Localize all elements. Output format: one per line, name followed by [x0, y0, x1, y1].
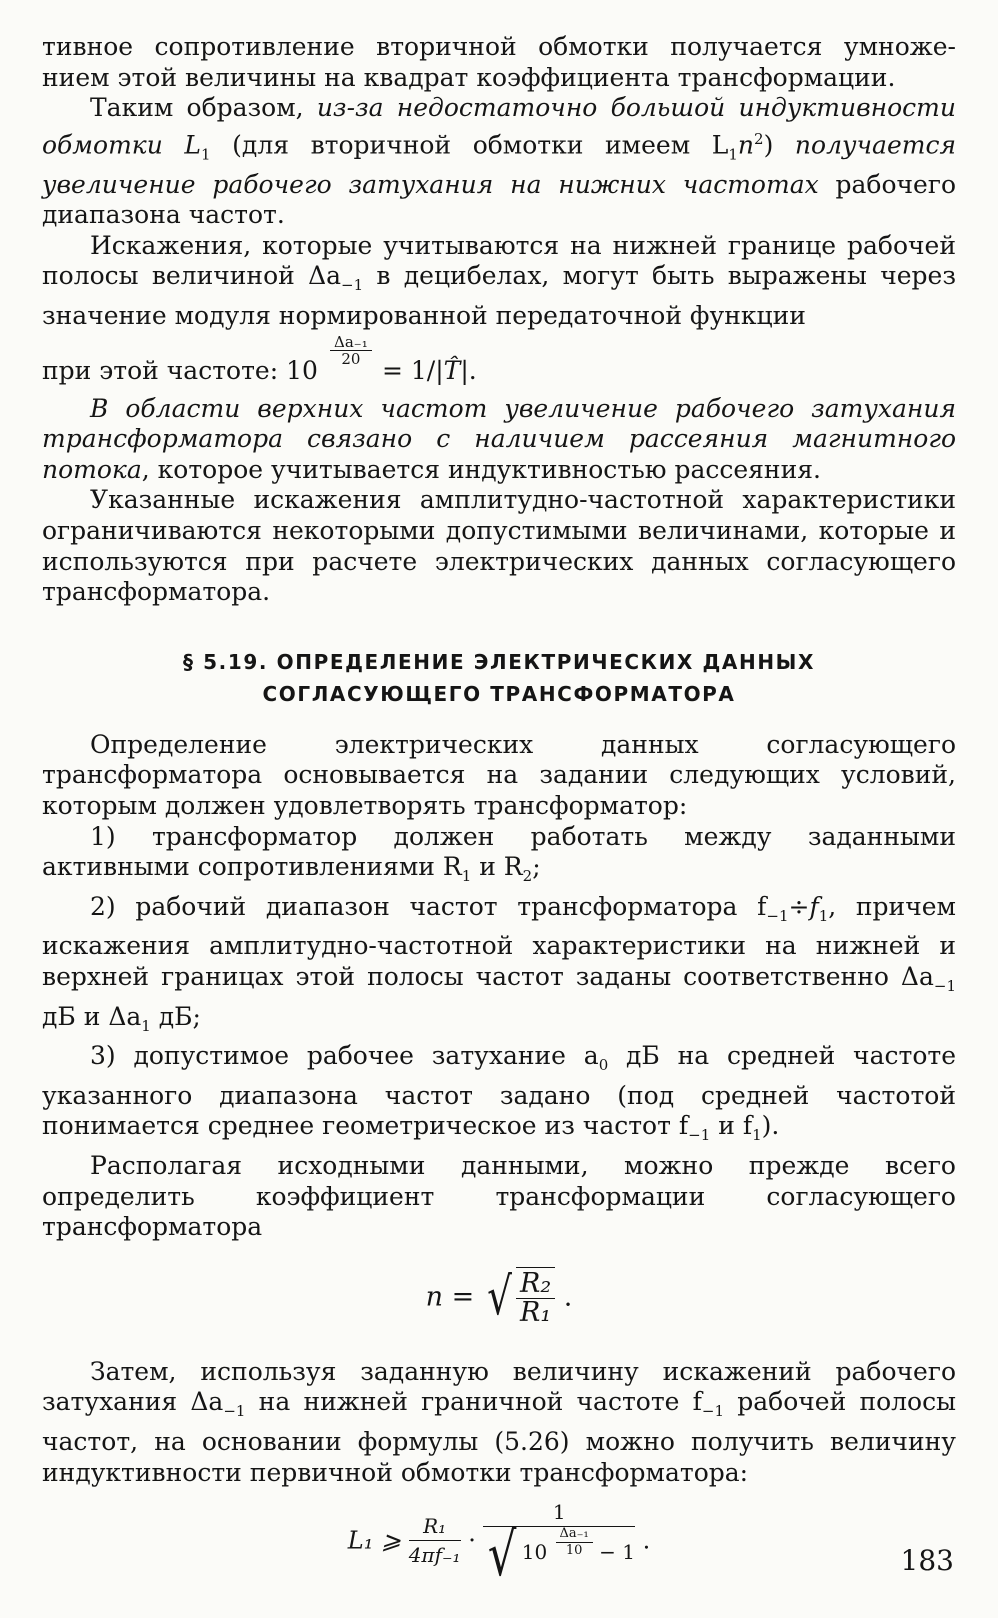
condition-1: 1) трансформатор должен работать между заданными активными сопротивлениями $R_1$ и $R_2$; — [42, 821, 956, 886]
text: Таким образом, — [90, 93, 317, 123]
italic-text: В области верхних частот увеличение рабочего затухания трансформатора связано с наличием рассеяния магнитного потока — [42, 393, 956, 484]
page-number: 183 — [900, 1544, 954, 1577]
text: дБ; — [150, 1001, 201, 1031]
exp-num: Δa₋₁ — [330, 334, 372, 351]
frac-den: R₁ — [520, 1296, 552, 1328]
formula-lhs: L₁ ⩾ — [347, 1526, 402, 1555]
minus-one: − 1 — [599, 1539, 635, 1564]
exp-den: 10 — [565, 1542, 583, 1558]
text: рабочей полосы частот, на основании формулы (5.26) можно получить величину индуктивности первичной обмотки трансформатора: — [42, 1387, 956, 1487]
text: ) — [763, 130, 795, 160]
paragraph-1 — [42, 32, 956, 93]
section-heading — [42, 646, 956, 710]
formula-L1: L₁ ⩾ $\frac{\text{R₁}}{\text{4πf₋₁}}$ · 1 √ 10 $\frac{\text{Δa₋₁}}{10}$ − 1 . — [347, 1500, 651, 1591]
exponent-fraction — [330, 334, 372, 367]
text: 2) рабочий диапазон частот трансформатора f — [90, 891, 767, 921]
text: рабочего диапазона частот. — [42, 169, 956, 230]
text: дБ и Δa — [42, 1001, 142, 1031]
paragraph-4 — [42, 394, 956, 486]
text: |. — [460, 355, 477, 385]
sqrt-symbol: √ $\frac{\text{R₂}}{\text{R₁}}$ — [483, 1267, 555, 1327]
frac-num: R₂ — [516, 1270, 555, 1299]
text: Искажения, которые учитываются на нижней границе рабочей полосы величиной Δa — [42, 230, 956, 291]
page-content — [42, 32, 956, 1618]
text: = 1/| — [382, 355, 444, 385]
paragraph-7: Затем, используя заданную величину искажений рабочего затухания $\Delta a_{-1}$ на нижней граничной частоте $f_{-1}$ рабочей полосы частот, на основании формулы (5.26) можно получить величину индуктивности первичной обмотки трансформатора: — [42, 1356, 956, 1487]
text: Затем, используя заданную величину искажений рабочего затухания Δa — [42, 1356, 956, 1417]
italic-text: получается увеличение рабочего затухания на нижних частотах — [42, 130, 957, 199]
text: и R — [471, 852, 523, 882]
base: 10 — [521, 1539, 548, 1564]
heading-line-1: § 5.19. ОПРЕДЕЛЕНИЕ ЭЛЕКТРИЧЕСКИХ ДАННЫХ — [183, 649, 815, 674]
text: ). — [761, 1111, 780, 1141]
paragraph-5: Указанные искажения амплитудно-частотной характеристики ограничиваются некоторыми допустимыми величинами, которые и используются при расчете электрических данных согласующего трансформатора. — [42, 485, 956, 607]
text: (для вторичной обмотки имеем L — [210, 130, 729, 160]
section-intro: Определение электрических данных согласующего трансформатора основывается на задании следующих условий, которым должен удовлетворять трансформатор: — [42, 729, 956, 821]
frac-num: R₁ — [409, 1512, 461, 1541]
text: , причем искажения амплитудно-частотной характеристики на нижней и верхней границах этой полосы частот заданы соответственно Δa — [42, 891, 956, 991]
paragraph-6: Располагая исходными данными, можно прежде всего определить коэффициент трансформации согласующего трансформатора — [42, 1150, 956, 1242]
italic-text: из-за недостаточно большой индуктивности обмотки L — [42, 93, 956, 160]
text: 1) трансформатор должен работать между заданными активными сопротивлениями R — [42, 821, 956, 882]
exp-den: 20 — [341, 349, 361, 368]
formula-lhs: n = — [425, 1281, 475, 1313]
text: дБ на средней частоте указанного диапазона частот задано (под средней частотой понимается среднее геометрическое из частот f — [42, 1041, 956, 1141]
text: 3) допустимое рабочее затухание a — [90, 1041, 599, 1071]
text-line: тивное сопротивление вторичной обмотки получается умноже- — [42, 32, 956, 61]
frac-den: 4πf₋₁ — [408, 1543, 461, 1568]
formula-inline-exp: при этой частоте: 10 $\frac{\text{Δa₋₁}}{20}$ = 1/|T̂|. — [42, 332, 477, 385]
formula-n: n = √ $\frac{\text{R₂}}{\text{R₁}}$ . — [425, 1266, 573, 1328]
exp-num: Δa₋₁ — [556, 1526, 593, 1543]
heading-line-2: СОГЛАСУЮЩЕГО ТРАНСФОРМАТОРА — [262, 681, 736, 706]
text: в децибелах, могут быть выражены через значение модуля нормированной передаточной функции — [42, 261, 956, 331]
text: и f — [710, 1111, 753, 1141]
condition-3: 3) допустимое рабочее затухание $a_0$ дБ на средней частоте указанного диапазона частот задано (под средней частотой понимается среднее геометрическое из частот $f_{-1}$ и $f_1$). — [42, 1041, 956, 1145]
condition-2: 2) рабочий диапазон частот трансформатора $f_{-1}\div f_1$, причем искажения амплитудно-частотной характеристики на нижней и верхней границах этой полосы частот заданы соответственно $\Delta a_{-1}$ дБ и $\Delta a_1$ дБ; — [42, 891, 956, 1035]
paragraph-3: Искажения, которые учитываются на нижней границе рабочей полосы величиной $\Delta a_{-1}$ в децибелах, могут быть выражены через значение модуля нормированной передаточной функции — [42, 230, 956, 331]
text: при этой частоте: 10 — [42, 355, 318, 385]
paragraph-2: Таким образом, из-за недостаточно большой индуктивности обмотки $L_1$ (для вторичной обмотки имеем $L_1n^2$) получается увеличение рабочего затухания на нижних частотах рабочего диапазона частот. — [42, 93, 957, 230]
frac-num: 1 — [483, 1498, 634, 1527]
text-line: нием этой величины на квадрат коэффициента трансформации. — [42, 62, 896, 92]
text: на нижней граничной частоте f — [245, 1387, 702, 1417]
text: , которое учитывается индуктивностью рассеяния. — [141, 454, 821, 484]
